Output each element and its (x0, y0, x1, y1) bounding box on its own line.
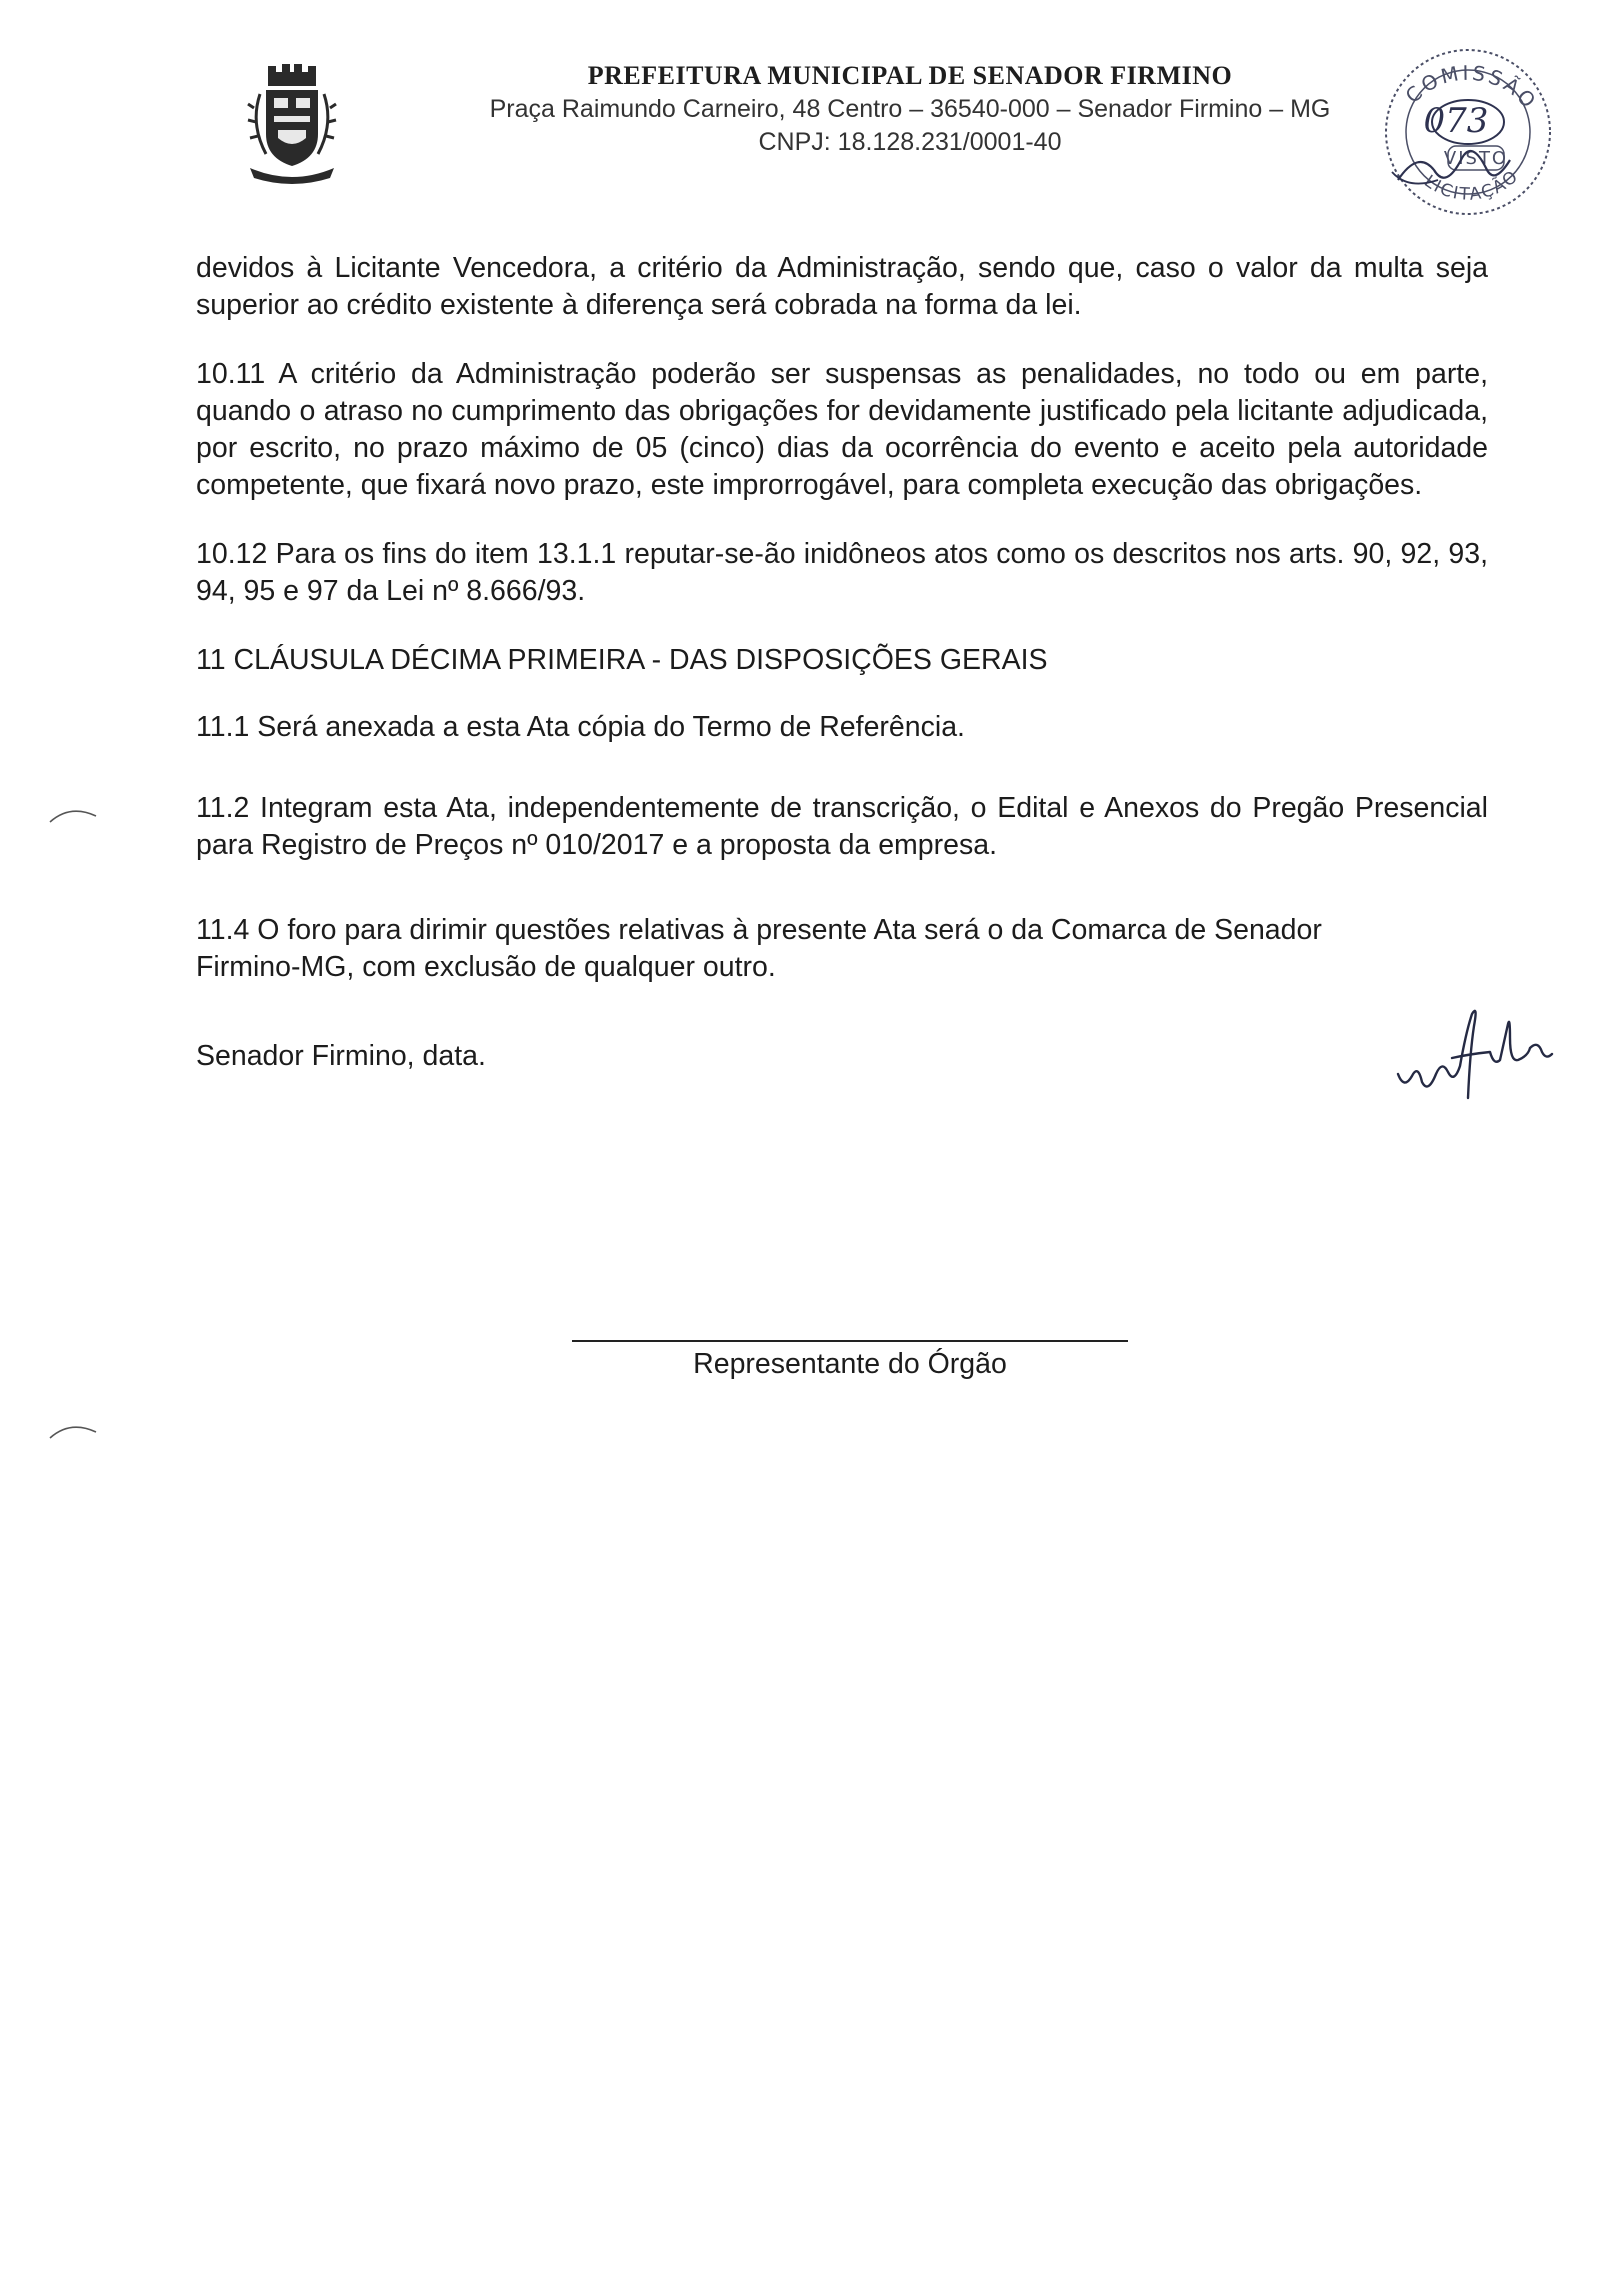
svg-text:LICITAÇÃO: LICITAÇÃO (1420, 165, 1524, 205)
place-date: Senador Firmino, data. (196, 1040, 486, 1072)
clause-heading-11: 11 CLÁUSULA DÉCIMA PRIMEIRA - DAS DISPOSIÇÕES GERAIS (196, 644, 1048, 676)
paragraph-11-4-line2: Firmino-MG, com exclusão de qualquer outro. (196, 951, 776, 983)
svg-text:COMISSÃO: COMISSÃO (1400, 60, 1543, 115)
org-cnpj: CNPJ: 18.128.231/0001-40 (758, 128, 1062, 156)
handwritten-initials-icon (1390, 1002, 1560, 1112)
paragraph-11-4 (196, 912, 1488, 986)
paragraph-10-12: 10.12 Para os fins do item 13.1.1 reputar-se-ão inidôneos atos como os descritos nos arts. 90, 92, 93, 94, 95 e 97 da Lei nº 8.666/93. (196, 538, 1488, 607)
margin-mark-icon (44, 1418, 104, 1444)
margin-mark-icon (44, 802, 104, 828)
commission-stamp-icon (1368, 40, 1568, 220)
paragraph-11-4-line1: 11.4 O foro para dirimir questões relativas à presente Ata será o da Comarca de Senador (196, 914, 1322, 946)
paragraph-11-2: 11.2 Integram esta Ata, independentemente de transcrição, o Edital e Anexos do Pregão Presencial para Registro de Preços nº 010/2017 e a proposta da empresa. (196, 792, 1488, 861)
signature-line (572, 1340, 1128, 1342)
coat-of-arms-icon (246, 64, 338, 186)
document-body (196, 250, 1488, 1075)
svg-text:VISTO: VISTO (1443, 148, 1509, 169)
signature-label: Representante do Órgão (693, 1348, 1007, 1380)
svg-text:073: 073 (1423, 101, 1489, 141)
org-name: PREFEITURA MUNICIPAL DE SENADOR FIRMINO (587, 61, 1233, 90)
paragraph-11-1: 11.1 Será anexada a esta Ata cópia do Termo de Referência. (196, 711, 965, 743)
org-address: Praça Raimundo Carneiro, 48 Centro – 36540-000 – Senador Firmino – MG (489, 95, 1331, 123)
letterhead (410, 60, 1410, 158)
paragraph-10-11: 10.11 A critério da Administração poderão ser suspensas as penalidades, no todo ou em parte, quando o atraso no cumprimento das obrigações for devidamente justificado pela licitante adjudicada, por escrito, no prazo máximo de 05 (cinco) dias da ocorrência do evento e aceito pela autoridade competente, que fixará novo prazo, este improrrogável, para completa execução das obrigações. (196, 358, 1488, 501)
paragraph-penalty-credit: devidos à Licitante Vencedora, a critério da Administração, sendo que, caso o valor da multa seja superior ao crédito existente à diferença será cobrada na forma da lei. (196, 252, 1488, 321)
